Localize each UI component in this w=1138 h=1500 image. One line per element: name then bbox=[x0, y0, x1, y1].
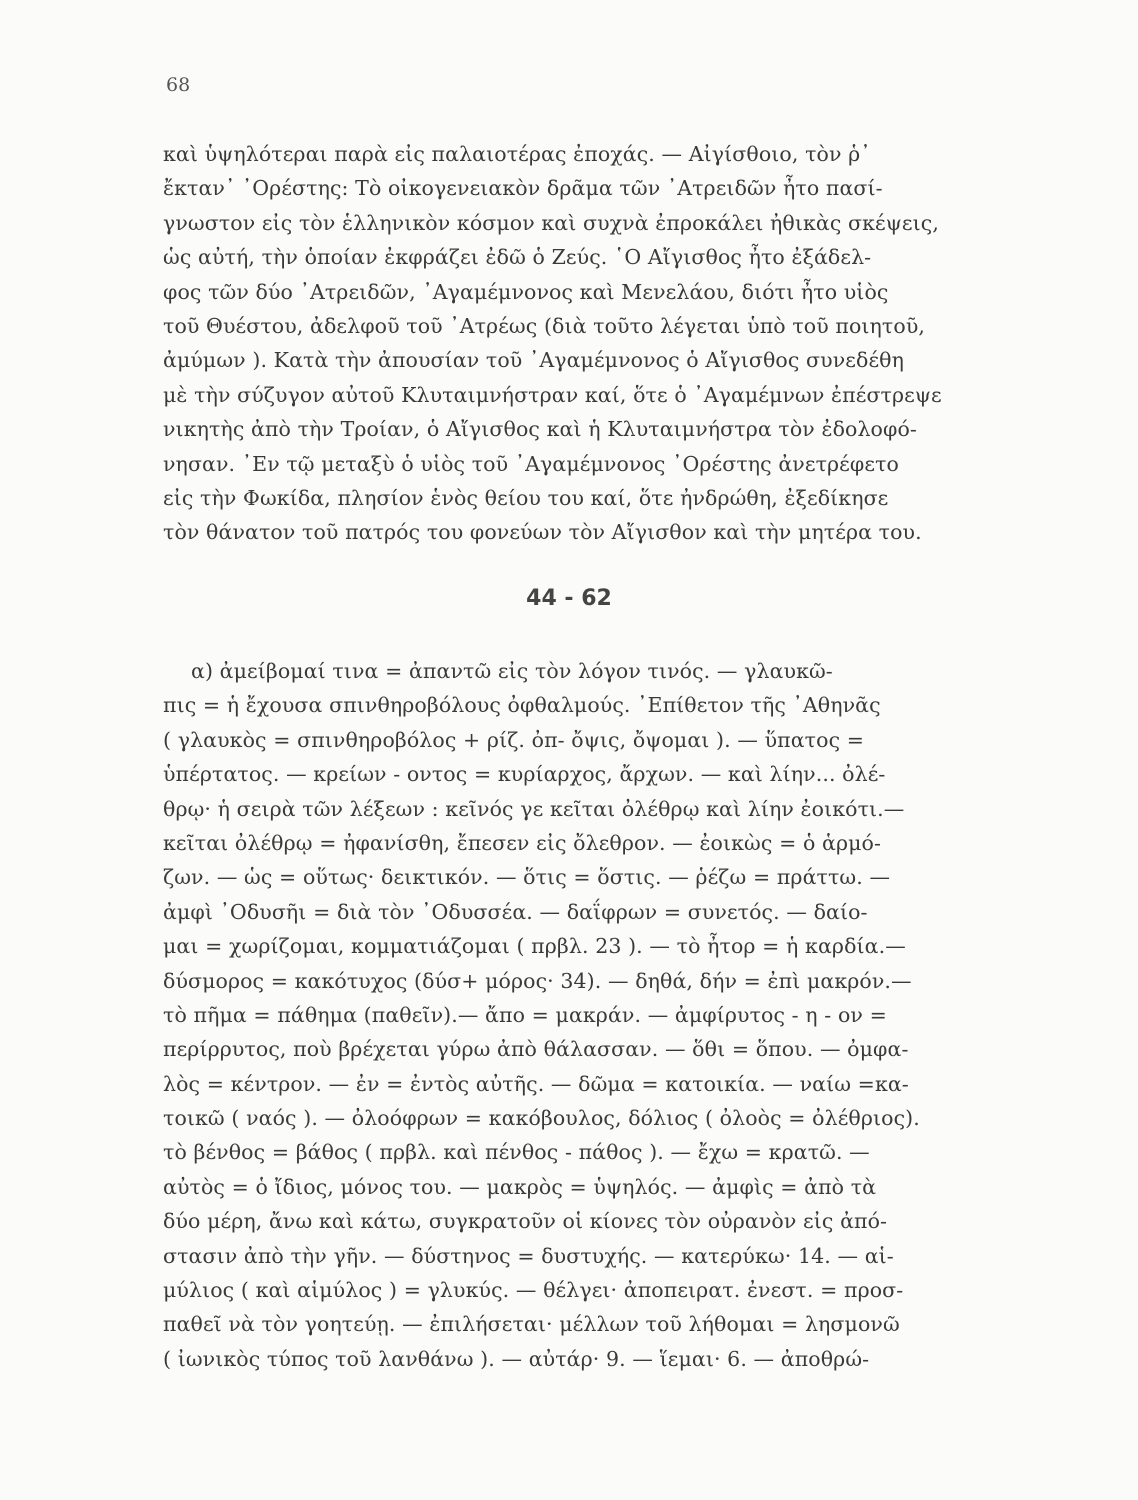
text-line: λὸς = κέντρον. — ἐν = ἐντὸς αὐτῆς. — δῶμα = κατοικία. — ναίω =κα- bbox=[163, 1071, 909, 1096]
text-line: θρῳ· ἡ σειρὰ τῶν λέξεων : κεῖνός γε κεῖται ὀλέθρῳ καὶ λίην ἐοικότι.— bbox=[163, 796, 905, 821]
text-line: μαι = χωρίζομαι, κομματιάζομαι ( πρβλ. 23 ). — τὸ ἦτορ = ἡ καρδία.— bbox=[163, 934, 906, 959]
text-line: καὶ ὑψηλότεραι παρὰ εἰς παλαιοτέρας ἐποχάς. — Αἰγίσθοιο, τὸν ῥ᾿ bbox=[163, 142, 871, 166]
text-line: στασιν ἀπὸ τὴν γῆν. — δύστηνος = δυστυχής. — κατερύκω· 14. — αἱ- bbox=[163, 1243, 894, 1268]
text-line: νικητὴς ἀπὸ τὴν Τροίαν, ὁ Αἴγισθος καὶ ἡ Κλυταιμνήστρα τὸν ἐδολοφό- bbox=[163, 417, 917, 442]
text-line: τὸν θάνατον τοῦ πατρός του φονεύων τὸν Αἴγισθον καὶ τὴν μητέρα του. bbox=[163, 520, 922, 545]
page-number: 68 bbox=[166, 74, 191, 96]
text-line: ( γλαυκὸς = σπινθηροβόλος + ρίζ. ὀπ- ὄψις, ὄψομαι ). — ὕπατος = bbox=[163, 727, 865, 752]
text-line: δύσμορος = κακότυχος (δύσ+ μόρος· 34). — δηθά, δήν = ἐπὶ μακρόν.— bbox=[163, 968, 912, 993]
text-line: γνωστον εἰς τὸν ἑλληνικὸν κόσμον καὶ συχνὰ ἐπροκάλει ἠθικὰς σκέψεις, bbox=[163, 210, 939, 235]
glossary-paragraph bbox=[163, 654, 1011, 1376]
text-line: πις = ἡ ἔχουσα σπινθηροβόλους ὀφθαλμούς. ᾿Επίθετον τῆς ᾿Αθηνᾶς bbox=[163, 693, 881, 718]
text-line: νησαν. ᾿Εν τῷ μεταξὺ ὁ υἱὸς τοῦ ᾿Αγαμέμνονος ᾿Ορέστης ἀνετρέφετο bbox=[163, 451, 899, 476]
text-line: τὸ πῆμα = πάθημα (παθεῖν).— ἄπο = μακράν. — ἀμφίρυτος - η - ον = bbox=[163, 1002, 887, 1027]
text-line: παθεῖ νὰ τὸν γοητεύῃ. — ἐπιλήσεται· μέλλων τοῦ λήθομαι = λησμονῶ bbox=[163, 1312, 900, 1337]
text-line: ζων. — ὡς = οὕτως· δεικτικόν. — ὅτις = ὅστις. — ῥέζω = πράττω. — bbox=[163, 865, 891, 890]
text-line: κεῖται ὀλέθρῳ = ἠφανίσθη, ἔπεσεν εἰς ὄλεθρον. — ἐοικὼς = ὁ ἁρμό- bbox=[163, 830, 882, 855]
text-line: τοῦ Θυέστου, ἀδελφοῦ τοῦ ᾿Ατρέως (διὰ τοῦτο λέγεται ὑπὸ τοῦ ποιητοῦ, bbox=[163, 313, 925, 338]
text-line: ἀμύμων ). Κατὰ τὴν ἀπουσίαν τοῦ ᾿Αγαμέμνονος ὁ Αἴγισθος συνεδέθη bbox=[163, 348, 904, 373]
text-line: ( ἰωνικὸς τύπος τοῦ λανθάνω ). — αὐτάρ· 9. — ἵεμαι· 6. — ἀποθρώ- bbox=[163, 1346, 870, 1371]
section-heading: 44 - 62 bbox=[526, 586, 612, 611]
text-line: περίρρυτος, ποὺ βρέχεται γύρω ἀπὸ θάλασσαν. — ὅθι = ὅπου. — ὀμφα- bbox=[163, 1037, 909, 1062]
text-line: ἔκταν᾿ ᾿Ορέστης: Τὸ οἰκογενειακὸν δρᾶμα τῶν ᾿Ατρειδῶν ἦτο πασί- bbox=[163, 176, 883, 201]
text-line: μύλιος ( καὶ αἱμύλος ) = γλυκύς. — θέλγει· ἀποπειρατ. ἐνεστ. = προσ- bbox=[163, 1278, 904, 1303]
text-line: μὲ τὴν σύζυγον αὐτοῦ Κλυταιμνήστραν καί, ὅτε ὁ ᾿Αγαμέμνων ἐπέστρεψε bbox=[163, 382, 942, 407]
commentary-paragraph bbox=[163, 137, 1011, 550]
text-line: τὸ βένθος = βάθος ( πρβλ. καὶ πένθος - πάθος ). — ἔχω = κρατῶ. — bbox=[163, 1140, 870, 1165]
text-line: ὑπέρτατος. — κρείων - οντος = κυρίαρχος, ἄρχων. — καὶ λίην... ὀλέ- bbox=[163, 762, 886, 787]
text-line: φος τῶν δύο ᾿Ατρειδῶν, ᾿Αγαμέμνονος καὶ Μενελάου, διότι ἦτο υἱὸς bbox=[163, 279, 889, 304]
text-line: δύο μέρη, ἄνω καὶ κάτω, συγκρατοῦν οἱ κίονες τὸν οὐρανὸν εἰς ἀπό- bbox=[163, 1209, 888, 1234]
text-line: ὡς αὐτή, τὴν ὁποίαν ἐκφράζει ἐδῶ ὁ Ζεύς. ῾Ο Αἴγισθος ἦτο ἐξάδελ- bbox=[163, 245, 872, 270]
text-line: α) ἀμείβομαί τινα = ἀπαντῶ εἰς τὸν λόγον τινός. — γλαυκῶ- bbox=[191, 659, 833, 683]
text-line: ἀμφὶ ᾿Οδυσῆι = διὰ τὸν ᾿Οδυσσέα. — δαΐφρων = συνετός. — δαίο- bbox=[163, 899, 868, 924]
text-line: αὐτὸς = ὁ ἴδιος, μόνος του. — μακρὸς = ὑψηλός. — ἀμφὶς = ἀπὸ τὰ bbox=[163, 1174, 877, 1199]
text-line: εἰς τὴν Φωκίδα, πλησίον ἑνὸς θείου του καί, ὅτε ἠνδρώθη, ἐξεδίκησε bbox=[163, 485, 889, 510]
text-line: τοικῶ ( ναός ). — ὀλοόφρων = κακόβουλος, δόλιος ( ὀλοὸς = ὀλέθριος). bbox=[163, 1106, 920, 1131]
